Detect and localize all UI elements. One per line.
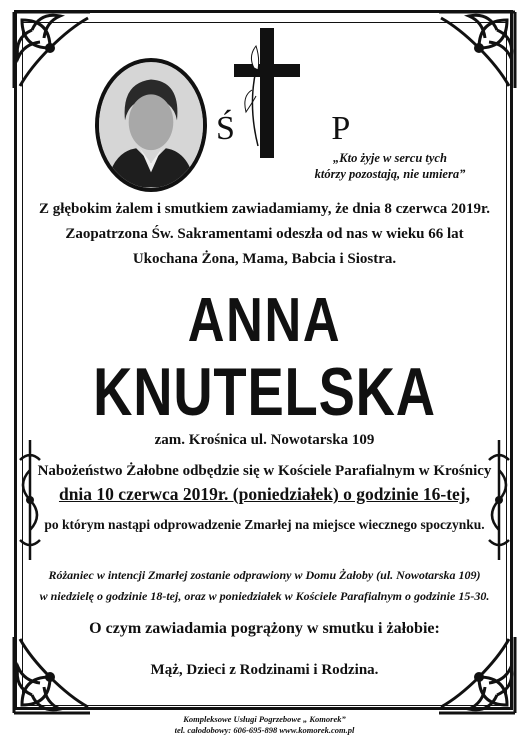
ornament-corner-icon [435,8,519,92]
funeral-date: dnia 10 czerwca 2019r. (poniedziałek) o godzinie 16-tej, [58,484,471,504]
funeral-home-footer [0,714,529,736]
intro-line: Z głębokim żalem i smutkiem zawiadamiamy, że dnia 8 czerwca 2019r. [38,201,491,217]
rosary-line: w niedzielę o godzinie 18-tej, oraz w poniedziałek w Kościele Parafialnym o godzinie 15-30. [39,589,490,603]
funeral-details [20,460,509,536]
cross-letters: Ś P [216,110,395,147]
motto-line: „Kto żyje w sercu tych [333,151,447,165]
rosary-line: Różaniec w intencji Zmarłej zostanie odprawiony w Domu Żałoby (ul. Nowotarska 109) [48,568,481,582]
intro-line: Ukochana Żona, Mama, Babcia i Siostra. [132,251,397,267]
rosary-details [20,565,509,607]
footer-line: Kompleksowe Usługi Pogrzebowe „ Komorek” [183,714,346,724]
mourners-intro: O czym zawiadamia pogrążony w smutku i żałobie: [89,620,440,637]
mourners-names: Mąż, Dzieci z Rodzinami i Rodzina. [150,662,379,678]
ornament-corner-icon [10,8,94,92]
deceased-address: zam. Krośnica ul. Nowotarska 109 [154,432,375,448]
announcement-intro [30,197,499,272]
funeral-line: po którym nastąpi odprowadzenie Zmarłej na miejsce wiecznego spoczynku. [44,517,485,532]
portrait-photo [95,58,207,192]
motto-line: którzy pozostają, nie umiera” [314,167,466,181]
footer-line: tel. całodobowy: 606-695-898 www.komorek.com.pl [174,725,355,735]
intro-line: Zaopatrzona Św. Sakramentami odeszła od nas w wieku 66 lat [65,226,464,242]
deceased-first-name: ANNA [187,286,342,355]
motto [300,150,480,182]
deceased-last-name: KNUTELSKA [93,354,436,430]
funeral-line: Nabożeństwo Żałobne odbędzie się w Kościele Parafialnym w Krośnicy [37,463,492,479]
